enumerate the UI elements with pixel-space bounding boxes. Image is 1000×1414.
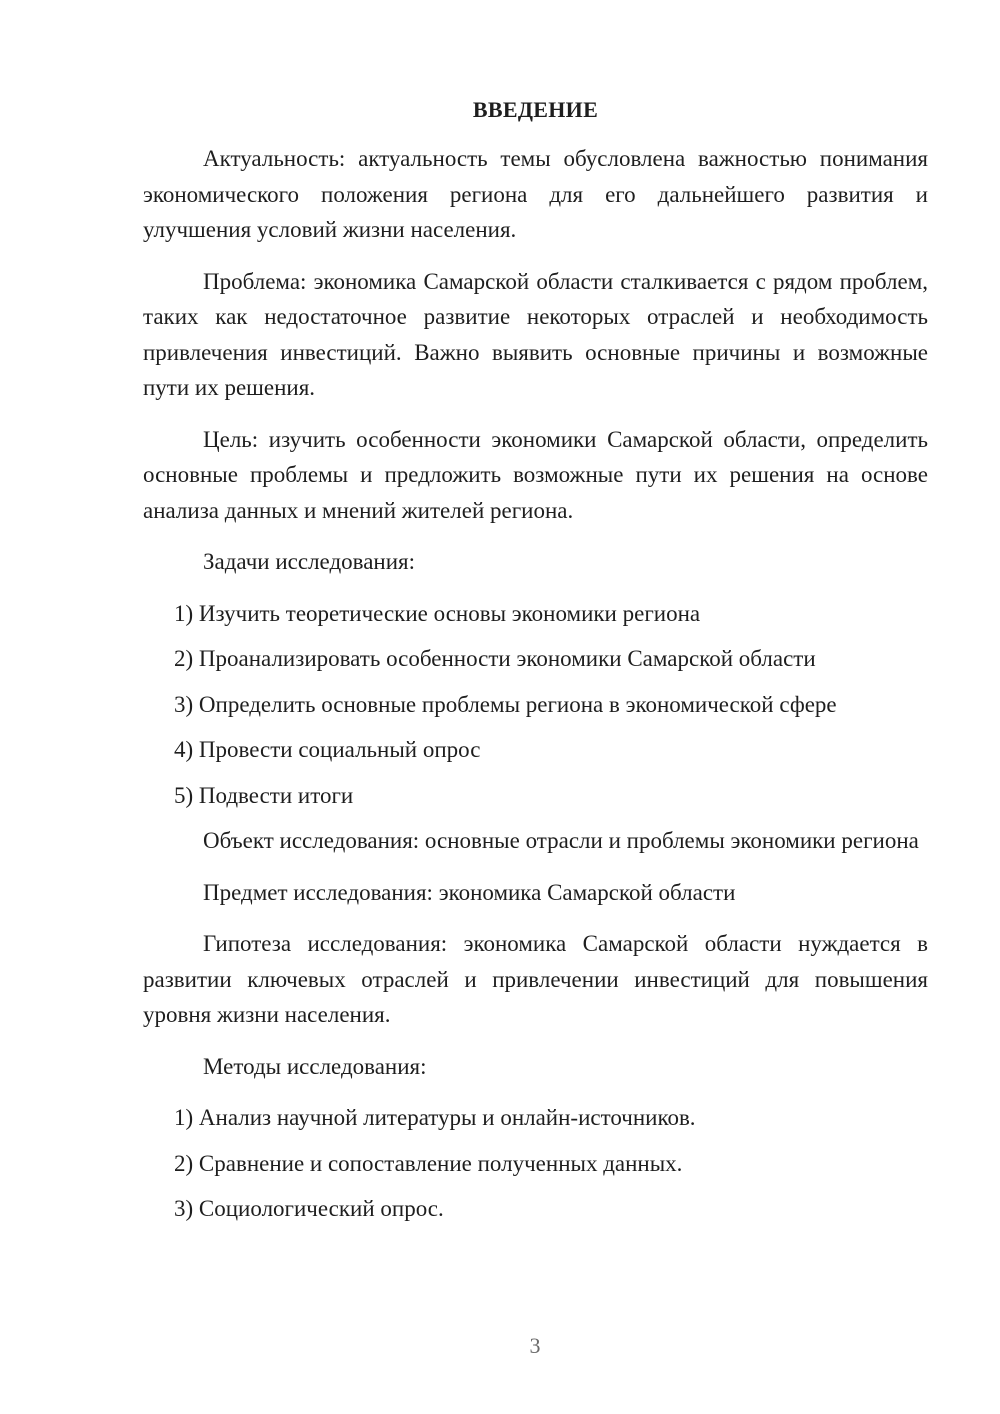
goal-paragraph: Цель: изучить особенности экономики Самарской области, определить основные проблемы и предложить возможные пути их решения на основе анализа данных и мнений жителей региона.	[143, 426, 928, 523]
task-item: 3) Определить основные проблемы региона в экономической сфере	[174, 691, 837, 717]
method-item: 3) Социологический опрос.	[174, 1196, 444, 1221]
subject-paragraph: Предмет исследования: экономика Самарской области	[203, 879, 736, 905]
methods-heading: Методы исследования:	[203, 1053, 427, 1079]
section-title: ВВЕДЕНИЕ	[472, 97, 599, 122]
problem-paragraph: Проблема: экономика Самарской области сталкивается с рядом проблем, таких как недостаточное развитие некоторых отраслей и необходимость привлечения инвестиций. Важно выявить основные причины и возможные пути их решения.	[143, 268, 928, 400]
task-item: 1) Изучить теоретические основы экономики региона	[174, 600, 701, 626]
task-item: 2) Проанализировать особенности экономики Самарской области	[174, 646, 816, 671]
hypothesis-paragraph: Гипотеза исследования: экономика Самарской области нуждается в развитии ключевых отраслей и привлечении инвестиций для повышения уровня жизни населения.	[143, 931, 928, 1027]
method-item: 2) Сравнение и сопоставление полученных данных.	[174, 1150, 683, 1176]
method-item: 1) Анализ научной литературы и онлайн-источников.	[174, 1105, 696, 1130]
page-number: 3	[529, 1333, 541, 1358]
page-content	[143, 95, 928, 1237]
object-paragraph: Объект исследования: основные отрасли и проблемы экономики региона	[203, 828, 919, 853]
tasks-list	[143, 596, 928, 814]
relevance-paragraph: Актуальность: актуальность темы обусловлена важностью понимания экономического положения региона для его дальнейшего развития и улучшения условий жизни населения.	[143, 146, 928, 242]
methods-list	[143, 1100, 928, 1227]
task-item: 4) Провести социальный опрос	[174, 737, 481, 762]
task-item: 5) Подвести итоги	[174, 782, 354, 808]
tasks-heading: Задачи исследования:	[203, 549, 416, 574]
